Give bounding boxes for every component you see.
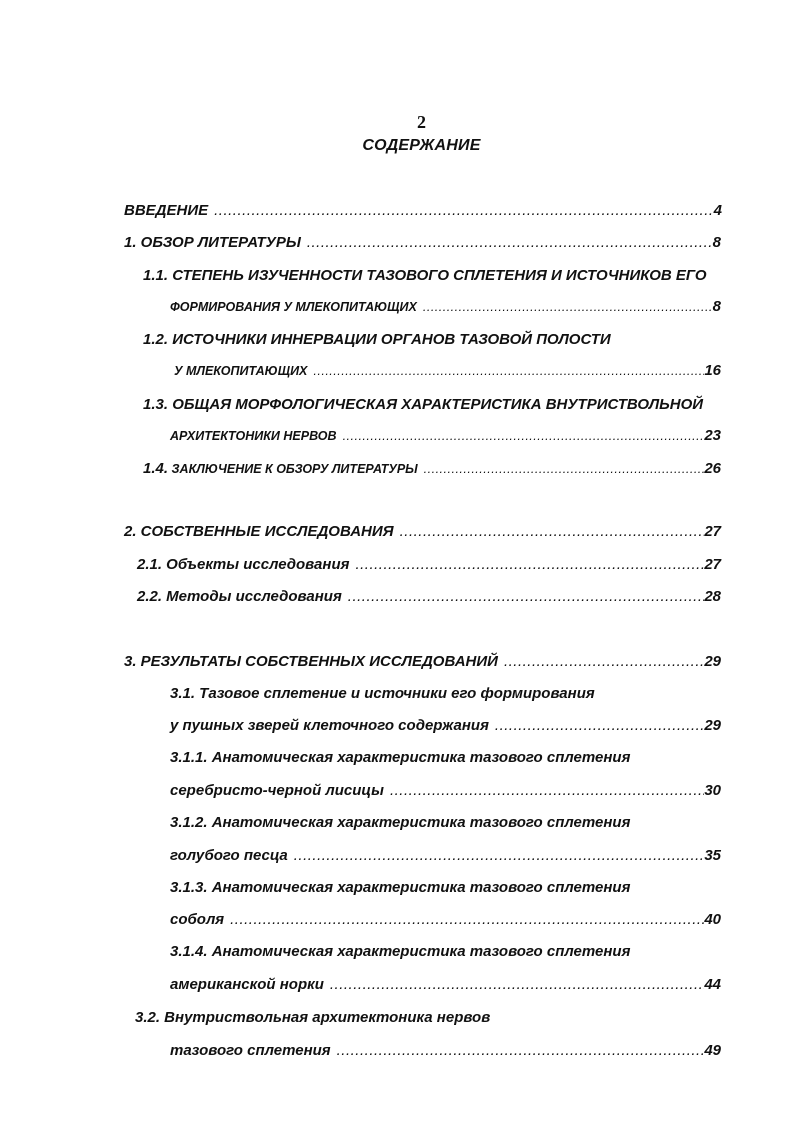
page-number: 2	[417, 112, 426, 132]
toc-entry-3-1-4-line1: 3.1.4. Анатомическая характеристика тазового сплетения	[170, 943, 631, 960]
toc-section-number: 1.2.	[143, 331, 169, 348]
toc-entry-1-3[interactable]	[170, 427, 721, 445]
toc-entry-1-1[interactable]	[170, 298, 721, 316]
toc-page-number: 27	[704, 556, 721, 573]
toc-entry-text: ФОРМИРОВАНИЯ У МЛЕКОПИТАЮЩИХ	[170, 300, 417, 314]
toc-leader-dots	[400, 523, 705, 541]
toc-entry-1-4[interactable]	[143, 460, 721, 478]
toc-entry-1-2[interactable]	[174, 362, 721, 380]
toc-page-number: 16	[704, 362, 721, 379]
toc-entry-3-1-1-line1: 3.1.1. Анатомическая характеристика тазового сплетения	[170, 749, 631, 766]
toc-entry-chapter-3[interactable]	[124, 653, 721, 671]
toc-entry-text: 2. СОБСТВЕННЫЕ ИССЛЕДОВАНИЯ	[124, 523, 394, 540]
toc-entry-3-1-3-line1: 3.1.3. Анатомическая характеристика тазового сплетения	[170, 879, 631, 896]
toc-section-number: 1.1.	[143, 267, 169, 284]
toc-entry-3-1-line1: 3.1. Тазовое сплетение и источники его формирования	[170, 685, 595, 702]
toc-page-number: 49	[704, 1042, 721, 1059]
toc-leader-dots	[230, 911, 704, 929]
toc-entry-1-3-line1	[143, 396, 703, 414]
toc-entry-text: 2.1. Объекты исследования	[137, 556, 350, 573]
toc-entry-text: ИСТОЧНИКИ ИННЕРВАЦИИ ОРГАНОВ ТАЗОВОЙ ПОЛОСТИ	[172, 331, 611, 348]
toc-entry-text: ЗАКЛЮЧЕНИЕ К ОБЗОРУ ЛИТЕРАТУРЫ	[171, 462, 418, 476]
toc-entry-3-1-1[interactable]	[170, 782, 721, 800]
toc-entry-3-1-2[interactable]	[170, 847, 721, 865]
toc-entry-text: СТЕПЕНЬ ИЗУЧЕННОСТИ ТАЗОВОГО СПЛЕТЕНИЯ И ИСТОЧНИКОВ ЕГО	[172, 267, 707, 284]
toc-entry-3-2-line1: 3.2. Внутриствольная архитектоника нервов	[135, 1009, 491, 1026]
toc-page-number: 26	[704, 460, 721, 477]
toc-page-number: 29	[704, 717, 721, 734]
toc-page-number: 29	[704, 653, 721, 670]
toc-entry-text: серебристо-черной лисицы	[170, 782, 384, 799]
toc-page-number: 23	[704, 427, 721, 444]
toc-leader-dots	[313, 362, 704, 380]
toc-entry-text: соболя	[170, 911, 225, 928]
toc-leader-dots	[307, 234, 713, 252]
toc-entry-intro[interactable]	[124, 202, 722, 220]
toc-entry-text: ОБЩАЯ МОРФОЛОГИЧЕСКАЯ ХАРАКТЕРИСТИКА ВНУТРИСТВОЛЬНОЙ	[172, 396, 704, 413]
toc-leader-dots	[355, 556, 704, 574]
toc-entry-chapter-2[interactable]	[124, 523, 721, 541]
toc-leader-dots	[294, 847, 705, 865]
toc-entry-text: 1. ОБЗОР ЛИТЕРАТУРЫ	[124, 234, 301, 251]
toc-page-number: 4	[713, 202, 722, 219]
toc-entry-1-2-line1	[143, 331, 611, 349]
toc-entry-text: 3. РЕЗУЛЬТАТЫ СОБСТВЕННЫХ ИССЛЕДОВАНИЙ	[124, 653, 498, 670]
toc-entry-2-2[interactable]	[137, 588, 721, 606]
toc-leader-dots	[495, 717, 704, 735]
toc-leader-dots	[330, 976, 704, 994]
toc-entry-text: голубого песца	[170, 847, 288, 864]
toc-page-number: 35	[704, 847, 721, 864]
toc-entry-text: у пушных зверей клеточного содержания	[170, 717, 489, 734]
toc-section-number: 1.4.	[143, 460, 169, 477]
toc-entry-chapter-1[interactable]	[124, 234, 721, 252]
toc-entry-text: 2.2. Методы исследования	[137, 588, 342, 605]
toc-entry-3-1-2-line1: 3.1.2. Анатомическая характеристика тазового сплетения	[170, 814, 631, 831]
toc-leader-dots	[348, 588, 705, 606]
page-title: СОДЕРЖАНИЕ	[362, 137, 481, 154]
toc-page-number: 30	[704, 782, 721, 799]
toc-entry-text: американской норки	[170, 976, 324, 993]
toc-entry-title	[143, 460, 418, 478]
toc-entry-3-1-4[interactable]	[170, 976, 721, 994]
toc-leader-dots	[214, 202, 714, 220]
toc-entry-text: ВВЕДЕНИЕ	[124, 202, 209, 219]
toc-page-number: 8	[712, 234, 721, 251]
toc-leader-dots	[504, 653, 704, 671]
toc-page-number: 44	[704, 976, 721, 993]
toc-page-number: 28	[704, 588, 721, 605]
toc-leader-dots	[390, 782, 704, 800]
toc-entry-text: тазового сплетения	[170, 1042, 331, 1059]
toc-leader-dots	[337, 1042, 705, 1060]
toc-entry-3-1[interactable]	[170, 717, 721, 735]
toc-page-number: 40	[704, 911, 721, 928]
toc-entry-text: АРХИТЕКТОНИКИ НЕРВОВ	[170, 429, 337, 443]
toc-entry-text: У МЛЕКОПИТАЮЩИХ	[174, 364, 308, 378]
toc-leader-dots	[423, 298, 713, 316]
toc-leader-dots	[343, 427, 705, 445]
toc-entry-1-1-line1	[143, 267, 707, 285]
toc-entry-3-1-3[interactable]	[170, 911, 721, 929]
toc-entry-2-1[interactable]	[137, 556, 721, 574]
toc-page-number: 27	[704, 523, 721, 540]
toc-leader-dots	[424, 460, 705, 478]
toc-section-number: 1.3.	[143, 396, 169, 413]
toc-entry-3-2[interactable]	[170, 1042, 721, 1060]
toc-page-number: 8	[712, 298, 721, 315]
